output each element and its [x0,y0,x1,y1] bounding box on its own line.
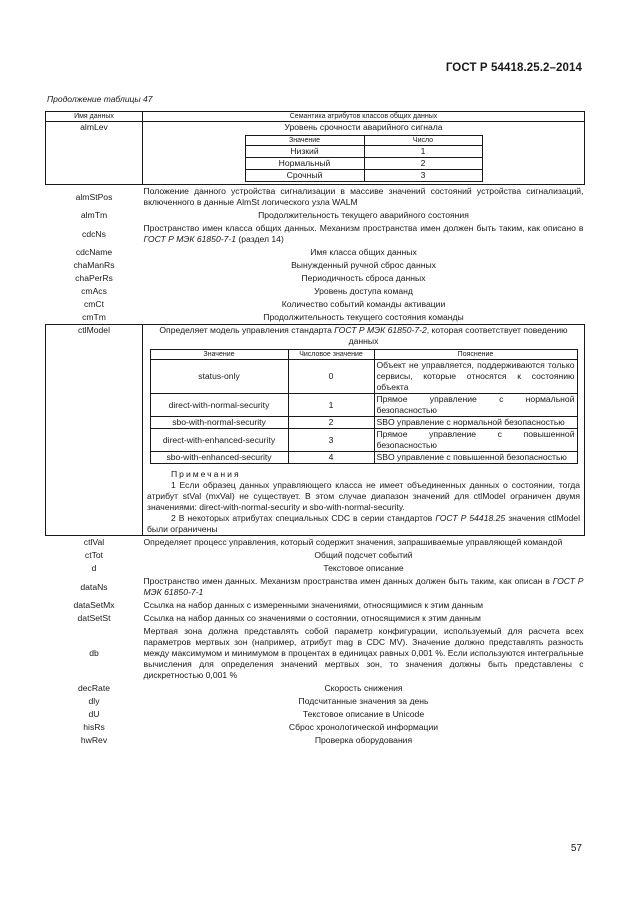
subtable-row [245,170,482,182]
subtable-value: Нормальный [245,158,364,170]
ctlmodel-title-post: , которая соответствует поведению данных [348,325,568,346]
attribute-name: almLev [46,122,143,185]
column-header-semantics: Семантика атрибутов классов общих данных [143,112,585,122]
attribute-text: Продолжительность текущего состояния команды [263,312,464,322]
subtable-header-row [150,350,577,360]
attribute-name: cdcNs [82,228,106,239]
table-row [46,625,585,682]
column-header-name: Имя данных [46,112,143,122]
attribute-name: chaPerRs [75,273,113,283]
attribute-semantics [143,185,585,210]
attribute-text: Ссылка на набор данных со значениями о состоянии, относящимися к этим данным [143,613,481,623]
subtable-header-row [245,136,482,146]
ctlmodel-title-pre: Определяет модель управления стандарта [159,325,335,335]
attribute-name: ctlModel [46,325,143,536]
attribute-semantics [143,562,585,575]
subtable-desc: Прямое управление с повышенной безопасностью [374,429,577,452]
attribute-text: Проверка оборудования [314,735,413,745]
attribute-name: hwRev [80,735,108,745]
attribute-name: cmCt [83,299,105,309]
subtable-number: 3 [288,429,374,452]
attribute-semantics [143,311,585,325]
attribute-name: dataSetMx [73,600,115,610]
note-2-post: значения ctlModel были ограничены [147,513,580,534]
attribute-semantics [143,734,585,747]
attribute-semantics [143,549,585,562]
subtable-row [150,394,577,417]
attribute-text: Общий подсчет событий [314,550,413,560]
attribute-semantics [143,625,585,682]
ctlmodel-subtable [150,349,578,464]
attribute-text: Продолжительность текущего аварийного состояния [258,210,469,220]
subtable-header-value: Значение [245,136,364,146]
subtable-value: Низкий [245,146,364,158]
subtable-desc: SBO управление с повышенной безопасностью [374,452,577,464]
subtable-header-number: Числовое значение [288,350,374,360]
ctlmodel-notes [145,466,582,535]
table-row [46,734,585,747]
subtable-value: sbo-with-enhanced-security [150,452,288,464]
attribute-name: cdcName [75,247,113,257]
attribute-semantics [143,682,585,695]
attribute-semantics [143,708,585,721]
subtable-header-desc: Пояснение [374,350,577,360]
ctlmodel-title [145,325,582,347]
table-row [46,272,585,285]
attribute-text: Текстовое описание в Unicode [302,709,425,719]
note-2-pre: 2 В некоторых атрибутах специальных CDC в серии стандартов [171,513,436,523]
attribute-text: Определяет процесс управления, который содержит значения, запрашиваемые управляющей командой [143,537,563,547]
attribute-name: ctTot [84,550,104,560]
subtable-number: 3 [364,170,482,182]
subtable-header-value: Значение [150,350,288,360]
attribute-text: Количество событий команды активации [281,299,446,309]
table-row [46,122,585,185]
attribute-semantics [143,222,585,246]
attribute-name: d [91,563,97,573]
subtable-row [245,158,482,170]
subtable-row [150,452,577,464]
almlev-title: Уровень срочности аварийного сигнала [284,122,443,132]
attribute-text: Пространство имен данных. Механизм пространства имен данных должен быть таким, как описан в [143,576,553,586]
subtable-number: 4 [288,452,374,464]
table-row [46,695,585,708]
subtable-value: status-only [150,360,288,394]
attribute-text: Сброс хронологической информации [288,722,439,732]
subtable-desc: Объект не управляется, поддерживаются только сервисы, которые относятся к состоянию объекта [374,360,577,394]
attribute-text: Мертвая зона должна представлять собой параметр конфигурации, используемый для расчета всех параметров мертвых зон (например, атрибут mag в CDC MV). Значение должно представлять разность между максимумом и минимумом в процентах в единицах равных 0,001 %. Если используются интегральные вычисления для определения значений мертвых зон, то значения должны быть представлены с дискретностью 0,001 % [143,626,584,680]
note-1: 1 Если образец данных управляющего класса не имеет объединенных данных о состоянии, тогда атрибут stVal (mxVal) не существует. В этом случае диапазон значений для ctlModel ограничен двумя значениями: direct-with-normal-security и sbo-with-normal-security. [147,480,580,512]
subtable-row [150,429,577,452]
subtable-desc: SBO управление с нормальной безопасностью [374,417,577,429]
attribute-text: Подсчитанные значения за день [298,696,429,706]
table-row [46,311,585,325]
attribute-ref: ГОСТ Р МЭК 61850-7-1 [143,234,237,244]
subtable-value: sbo-with-normal-security [150,417,288,429]
note-2-ref: ГОСТ Р 54418.25 [435,513,506,523]
attribute-name: chaManRs [73,260,115,270]
table-row [46,285,585,298]
subtable-number: 2 [288,417,374,429]
subtable-value: direct-with-enhanced-security [150,429,288,452]
subtable-number: 0 [288,360,374,394]
subtable-row [150,360,577,394]
attribute-semantics [143,695,585,708]
attribute-ref: ГОСТ Р МЭК 61850-7-1 [143,576,584,597]
attribute-text: Пространство имен класса общих данных. Механизм пространства имен должен быть таким, как описано в [143,223,584,233]
table-row [46,708,585,721]
attribute-name: decRate [77,683,110,693]
table-row [46,259,585,272]
attribute-semantics [143,599,585,612]
attribute-name: db [89,648,99,658]
subtable-number: 2 [364,158,482,170]
subtable-header-number: Число [364,136,482,146]
notes-title: Примечания [171,469,241,479]
table-row [46,222,585,246]
attribute-semantics [143,246,585,259]
page-number: 57 [570,843,582,854]
attribute-semantics [143,272,585,285]
attribute-text: Уровень доступа команд [314,286,413,296]
table-row [46,246,585,259]
attribute-semantics [143,209,585,222]
attribute-text: Периодичность сброса данных [301,273,426,283]
table-row [46,536,585,550]
attribute-text: Скорость снижения [324,683,403,693]
attribute-text: Текстовое описание [323,563,404,573]
table-caption: Продолжение таблицы 47 [47,94,153,104]
table-row [46,562,585,575]
table-row [46,185,585,210]
table-row [46,682,585,695]
table-row [46,575,585,599]
subtable-row [150,417,577,429]
attribute-table [45,111,585,747]
attribute-semantics [143,536,585,550]
subtable-row [245,146,482,158]
attribute-name: dataNs [80,581,108,592]
subtable-number: 1 [288,394,374,417]
attribute-semantics [143,612,585,625]
table-row [46,549,585,562]
document-header: ГОСТ Р 54418.25.2–2014 [445,62,582,74]
subtable-value: direct-with-normal-security [150,394,288,417]
attribute-name: hisRs [83,722,105,732]
subtable-desc: Прямое управление с нормальной безопасностью [374,394,577,417]
ctlmodel-title-ref: ГОСТ Р МЭК 61850-7-2 [334,325,427,335]
attribute-text: Вынужденный ручной сброс данных [291,260,436,270]
subtable-number: 1 [364,146,482,158]
note-2 [147,513,580,535]
attribute-semantics [143,259,585,272]
attribute-semantics [143,325,585,536]
table-row [46,612,585,625]
attribute-semantics [143,575,585,599]
attribute-name: cmAcs [81,286,107,296]
attribute-semantics [143,285,585,298]
table-header-row [46,112,585,122]
table-row [46,325,585,536]
attribute-text: Положение данного устройства сигнализации в массиве значений состояний устройства сигнализаций, включенного в данные AlmSt логического узла WALM [143,186,584,207]
attribute-name: almTm [80,210,108,220]
table-row [46,599,585,612]
attribute-text: Имя класса общих данных [310,247,417,257]
attribute-name: almStPos [75,191,113,202]
table-row [46,721,585,734]
attribute-name: ctlVal [83,537,105,547]
subtable-value: Срочный [245,170,364,182]
attribute-text: Ссылка на набор данных с измеренными значениями, относящимися к этим данным [143,600,484,610]
attribute-name: dU [88,709,100,719]
table-row [46,298,585,311]
attribute-semantics [143,298,585,311]
attribute-tail: (раздел 14) [236,234,284,244]
attribute-name: cmTm [82,312,106,322]
table-row [46,209,585,222]
attribute-name: dly [88,696,100,706]
attribute-name: datSetSt [77,613,111,623]
attribute-semantics [143,721,585,734]
almlev-subtable [245,135,483,182]
attribute-semantics [143,122,585,185]
